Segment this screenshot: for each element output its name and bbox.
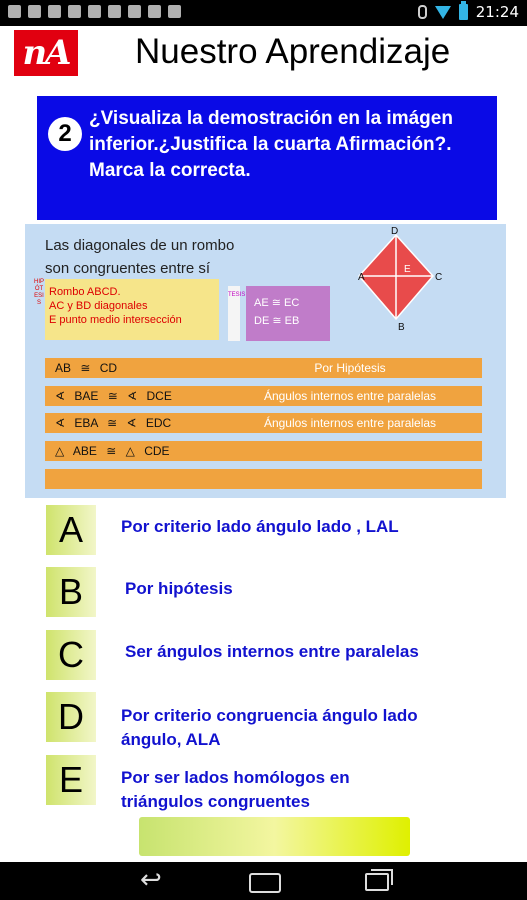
mail-icon: [68, 5, 81, 18]
proof-statement: ∢ BAE ≅ ∢ DCE: [55, 389, 172, 403]
option-text[interactable]: Por criterio lado ángulo lado , LAL: [121, 517, 399, 536]
thesis-strip: [228, 286, 246, 341]
wifi-icon: [435, 6, 451, 19]
option-b[interactable]: [46, 567, 506, 617]
rhombus-diagram: [358, 224, 478, 334]
proof-row: [45, 386, 482, 406]
option-e[interactable]: [46, 755, 506, 811]
recent-apps-icon[interactable]: [365, 873, 389, 891]
proof-reason: Por Hipótesis: [314, 361, 386, 375]
option-letter[interactable]: C: [46, 630, 96, 680]
figure-heading-line: Las diagonales de un rombo: [45, 237, 235, 254]
proof-reason: Ángulos internos entre paralelas: [263, 389, 437, 403]
option-text[interactable]: Por criterio congruencia ángulo lado ángulo, ALA: [121, 706, 418, 749]
proof-row: [45, 441, 482, 461]
bluetooth-icon: [418, 5, 427, 19]
thesis-line: DE ≅ EB: [254, 315, 300, 327]
question-number: 2: [48, 117, 82, 151]
proof-row: [45, 413, 482, 433]
vertex-label: E: [404, 264, 411, 275]
option-letter[interactable]: A: [46, 505, 96, 555]
bottom-action-bar[interactable]: [139, 817, 410, 856]
cloud-icon: [128, 5, 141, 18]
proof-reason: Ángulos internos entre paralelas: [263, 416, 437, 430]
proof-row-blank: [45, 469, 482, 489]
image-icon: [28, 5, 41, 18]
proof-statement: AB ≅ CD: [55, 361, 118, 375]
thesis-label: TESIS: [228, 292, 246, 298]
signal-icon: [8, 5, 21, 18]
proof-statement: ∢ EBA ≅ ∢ EDC: [55, 416, 172, 430]
hypothesis-line: Rombo ABCD.: [49, 286, 121, 298]
vertex-label: D: [391, 226, 399, 237]
option-letter[interactable]: B: [46, 567, 96, 617]
question-box: [37, 96, 497, 220]
proof-statement: △ ABE ≅ △ CDE: [55, 444, 170, 458]
notification-icons: [8, 5, 181, 18]
thesis-line: AE ≅ EC: [254, 297, 300, 309]
navigation-bar: [0, 862, 527, 900]
app-logo: nA: [14, 30, 78, 76]
cloud-icon: [168, 5, 181, 18]
thesis-box: [246, 286, 330, 341]
question-text: ¿Visualiza la demostración en la imágen inferior.¿Justifica la cuarta Afirmación?. Marca la correcta.: [89, 108, 453, 181]
home-icon[interactable]: [249, 873, 281, 893]
figure-heading-line: son congruentes entre sí: [45, 260, 211, 277]
vertex-label: B: [398, 322, 405, 333]
back-icon[interactable]: ↩: [140, 865, 162, 895]
app-title: Nuestro Aprendizaje: [135, 32, 451, 71]
option-text[interactable]: Ser ángulos internos entre paralelas: [125, 642, 419, 661]
option-text[interactable]: Por hipótesis: [125, 579, 233, 598]
battery-icon: [459, 4, 468, 20]
cloud-icon: [108, 5, 121, 18]
vertex-label: A: [358, 272, 365, 283]
shopping-bag-icon: [88, 5, 101, 18]
figure-heading: [45, 234, 295, 280]
hypothesis-line: AC y BD diagonales: [49, 300, 148, 312]
proof-row: [45, 358, 482, 378]
option-letter[interactable]: D: [46, 692, 96, 742]
hypothesis-box: [45, 279, 219, 340]
option-d[interactable]: [46, 692, 506, 749]
option-c[interactable]: [46, 630, 506, 680]
vertex-label: C: [435, 272, 443, 283]
status-bar: [0, 0, 527, 26]
clock: 21:24: [475, 3, 519, 21]
option-text[interactable]: Por ser lados homólogos en triángulos congruentes: [121, 768, 350, 811]
option-letter[interactable]: E: [46, 755, 96, 805]
hypothesis-label: HIPÓTESIS: [34, 279, 45, 306]
gallery-icon: [48, 5, 61, 18]
proof-figure: [25, 224, 506, 498]
option-a[interactable]: [46, 505, 506, 555]
hypothesis-line: E punto medio intersección: [49, 314, 182, 326]
cloud-icon: [148, 5, 161, 18]
